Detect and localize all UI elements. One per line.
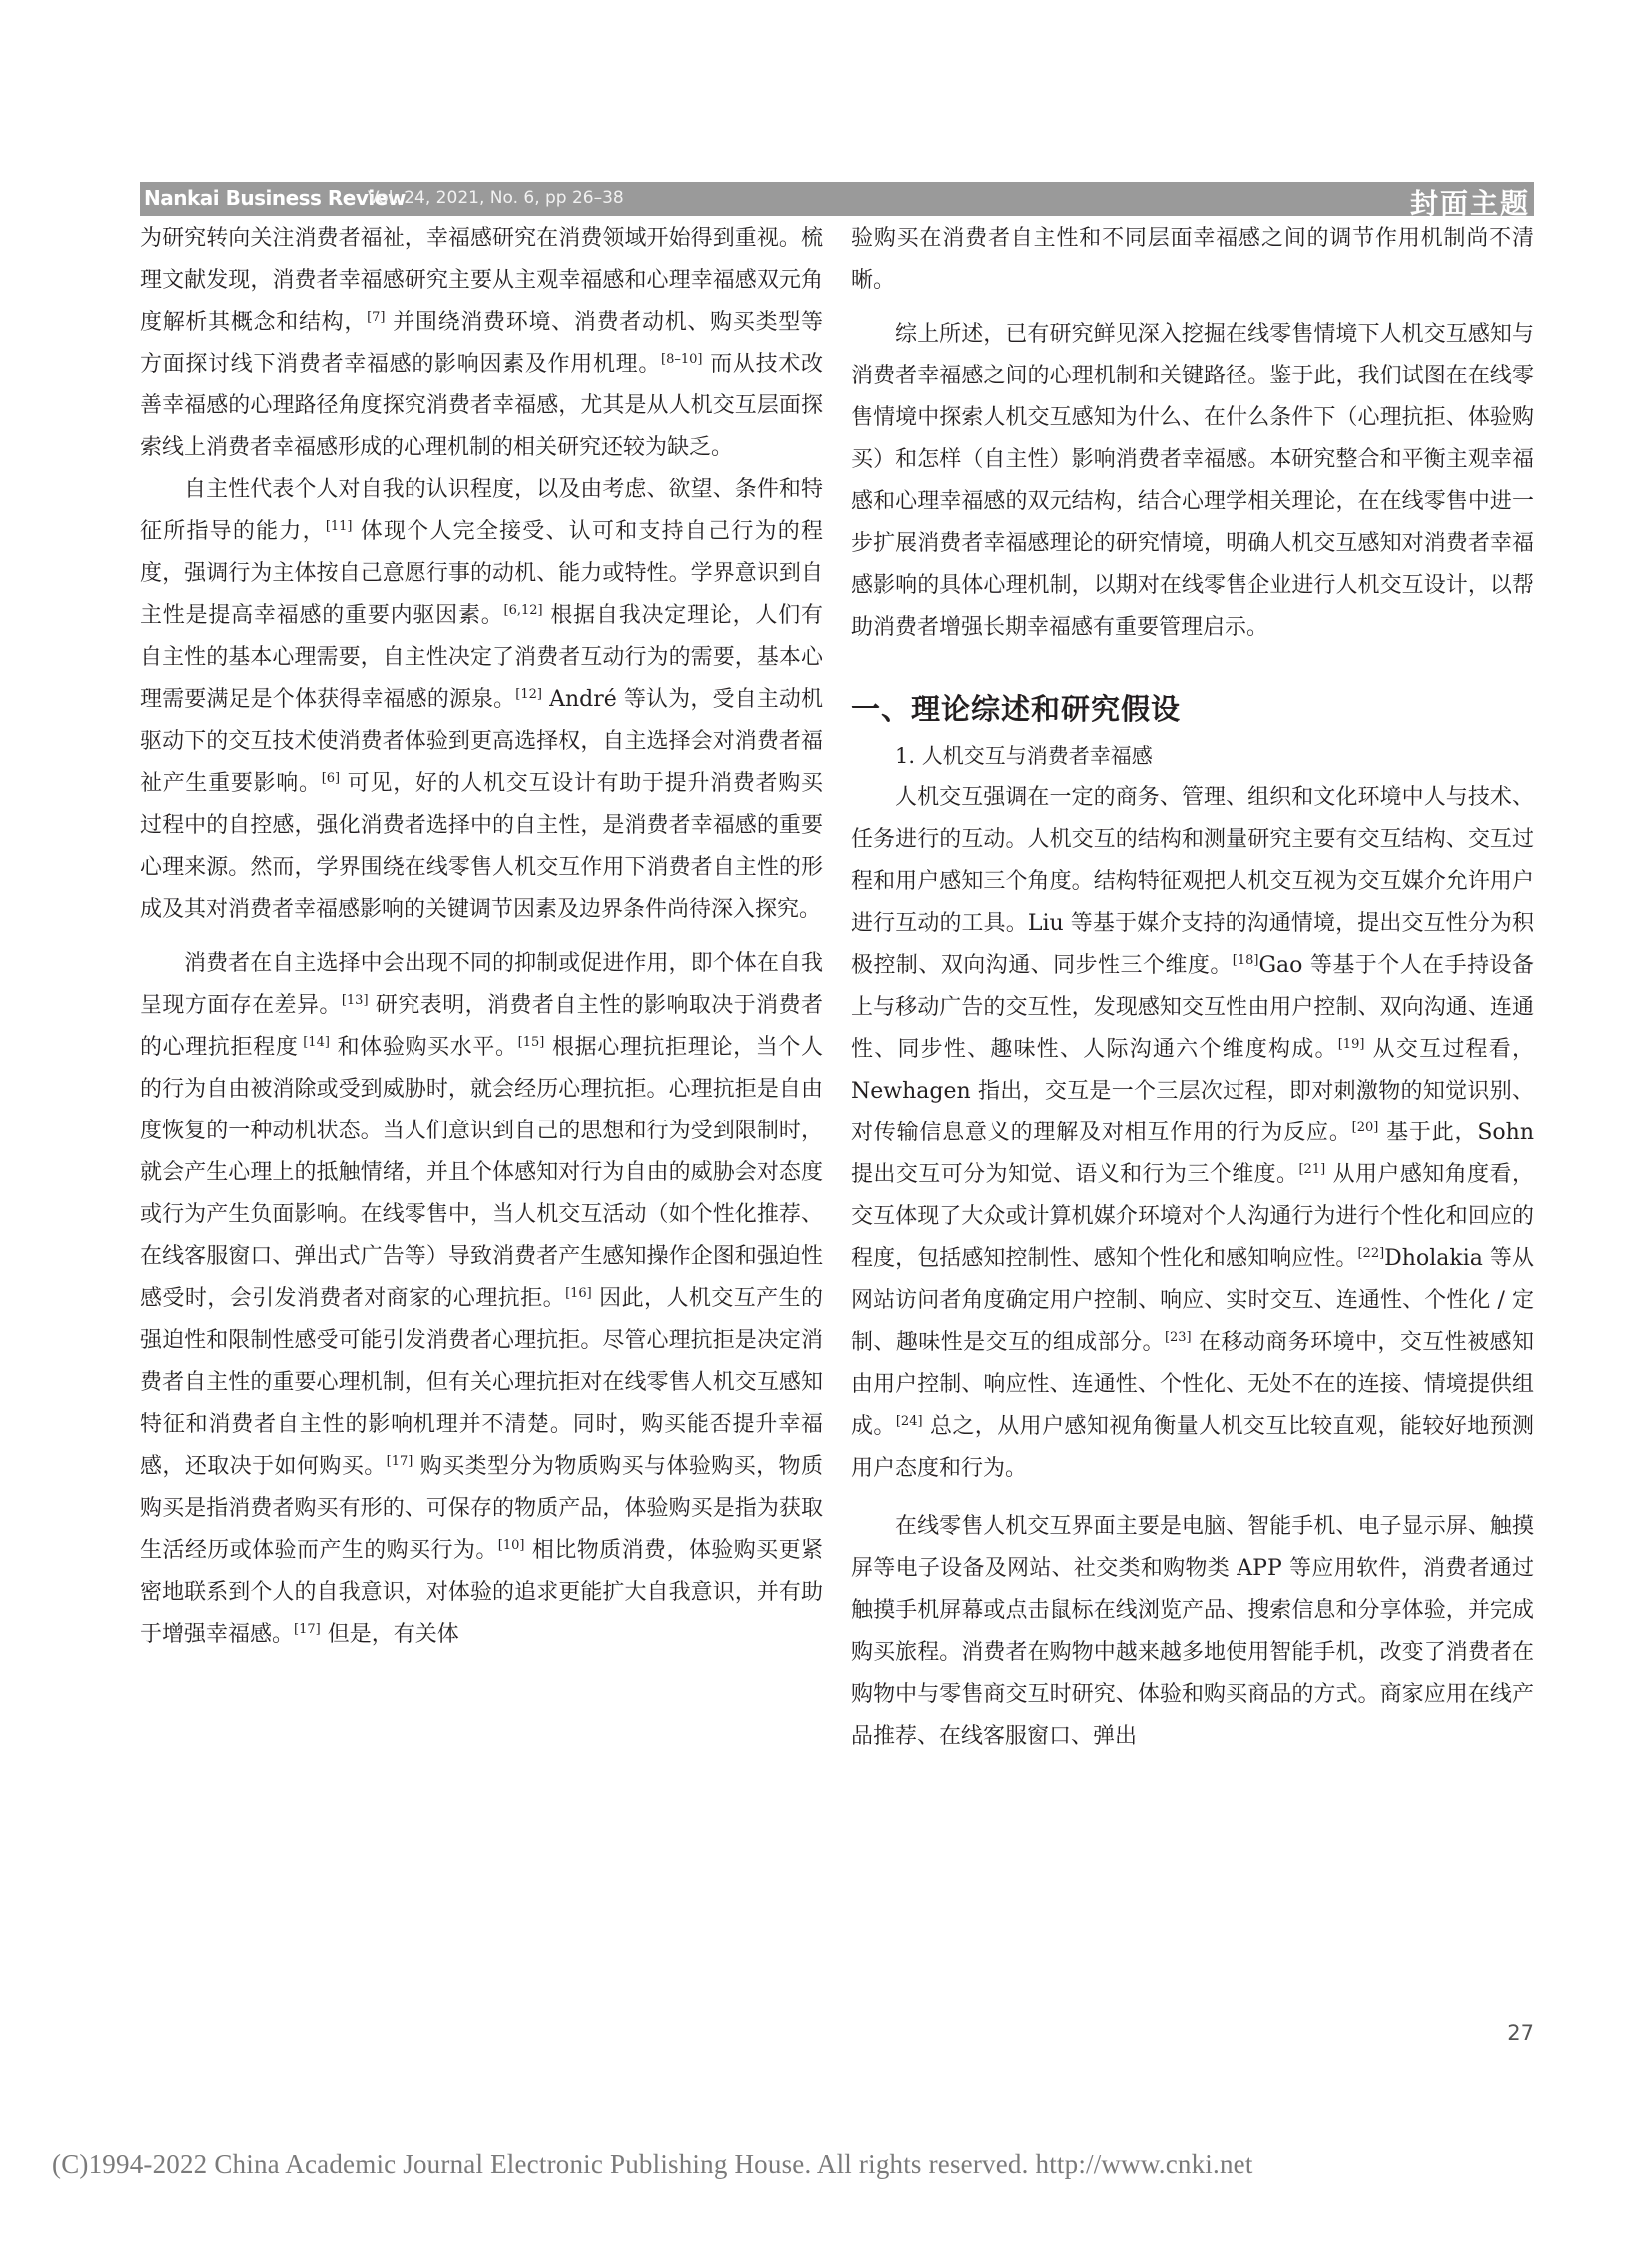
citation-ref: [18] — [1232, 953, 1259, 968]
body-paragraph — [140, 943, 823, 1656]
text-run: 但是，有关体 — [320, 1622, 459, 1647]
citation-ref: [14] — [298, 1035, 330, 1050]
page-number: 27 — [1507, 2021, 1534, 2045]
text-run: 在移动商务环境中，交互性被感知由用户控制、响应性、连通性、个性化、无处不在的连接、情境提供组成。 — [851, 1330, 1534, 1439]
body-paragraph — [851, 314, 1534, 649]
citation-ref: [23] — [1164, 1330, 1192, 1345]
text-run: 为研究转向关注消费者福祉，幸福感研究在消费领域开始得到重视。梳理文献发现，消费者幸福感研究主要从主观幸福感和心理幸福感双元角度解析其概念和结构， — [140, 226, 823, 335]
citation-ref: [8–10] — [661, 352, 703, 367]
subsection-heading: 1. 人机交互与消费者幸福感 — [895, 744, 1153, 768]
citation-ref: [7] — [367, 310, 386, 325]
citation-ref: [13] — [341, 993, 369, 1008]
citation-ref: [12] — [515, 687, 542, 702]
text-run: Dholakia 等从网站访问者角度确定用户控制、响应、实时交互、连通性、个性化 / 定制、趣味性是交互的组成部分。 — [851, 1246, 1534, 1355]
citation-ref: [20] — [1351, 1121, 1379, 1135]
citation-ref: [6,12] — [503, 603, 543, 618]
section-title: 封面主题 — [1409, 187, 1530, 216]
journal-name: Nankai Business Review — [144, 186, 406, 210]
citation-ref: [17] — [294, 1622, 321, 1637]
volume-info: Vol. 24, 2021, No. 6, pp 26–38 — [368, 188, 624, 208]
citation-ref: [6] — [321, 771, 341, 786]
text-run: 基于此，Sohn 提出交互可分为知觉、语义和行为三个维度。 — [851, 1121, 1534, 1187]
text-run: 消费者在自主选择中会出现不同的抑制或促进作用，即个体在自我呈现方面存在差异。 — [140, 951, 823, 1018]
text-run: 综上所述，已有研究鲜见深入挖掘在线零售情境下人机交互感知与消费者幸福感之间的心理机制和关键路径。鉴于此，我们试图在在线零售情境中探索人机交互感知为什么、在什么条件下（心理抗拒、体验购买）和怎样（自主性）影响消费者幸福感。本研究整合和平衡主观幸福感和心理幸福感的双元结构，结合心理学相关理论，在在线零售中进一步扩展消费者幸福感理论的研究情境，明确人机交互感知对消费者幸福感影响的具体心理机制，以期对在线零售企业进行人机交互设计，以帮助消费者增强长期幸福感有重要管理启示。 — [851, 322, 1534, 640]
text-run: Gao 等基于个人在手持设备上与移动广告的交互性，发现感知交互性由用户控制、双向沟通、连通性、同步性、趣味性、人际沟通六个维度构成。 — [851, 953, 1534, 1062]
body-paragraph — [851, 218, 1534, 302]
text-run: 人机交互强调在一定的商务、管理、组织和文化环境中人与技术、任务进行的互动。人机交互的结构和测量研究主要有交互结构、交互过程和用户感知三个角度。结构特征观把人机交互视为交互媒介允许用户进行互动的工具。Liu 等基于媒介支持的沟通情境，提出交互性分为积极控制、双向沟通、同步性三个维度。 — [851, 785, 1534, 978]
body-paragraph — [140, 469, 823, 931]
text-run: 根据自我决定理论，人们有自主性的基本心理需要，自主性决定了消费者互动行为的需要，基本心理需要满足是个体获得幸福感的源泉。 — [140, 603, 823, 712]
section-heading: 一、理论综述和研究假设 — [851, 692, 1182, 726]
citation-ref: [11] — [325, 519, 353, 534]
right-column — [851, 218, 1534, 1758]
text-run: 总之，从用户感知视角衡量人机交互比较直观，能较好地预测用户态度和行为。 — [851, 1414, 1534, 1481]
text-run: 并围绕消费环境、消费者动机、购买类型等方面探讨线下消费者幸福感的影响因素及作用机理。 — [140, 310, 823, 376]
citation-ref: [24] — [895, 1414, 923, 1429]
text-run: 和体验购买水平。 — [329, 1035, 518, 1060]
citation-ref: [21] — [1298, 1162, 1326, 1177]
text-run: 研究表明，消费者自主性的影响取决于消费者的心理抗拒程度 — [140, 993, 823, 1060]
text-run: 购买类型分为物质购买与体验购买，物质购买是指消费者购买有形的、可保存的物质产品，体验购买是指为获取生活经历或体验而产生的购买行为。 — [140, 1454, 823, 1563]
text-run: 从交互过程看，Newhagen 指出，交互是一个三层次过程，即对刺激物的知觉识别、对传输信息意义的理解及对相互作用的行为反应。 — [851, 1037, 1534, 1145]
citation-ref: [16] — [565, 1286, 592, 1301]
citation-ref: [15] — [517, 1035, 545, 1050]
body-paragraph — [851, 1506, 1534, 1758]
copyright-footer: (C)1994-2022 China Academic Journal Electronic Publishing House. All rights reserved. http://www.cnki.net — [52, 2149, 1253, 2179]
text-run: 可见，好的人机交互设计有助于提升消费者购买过程中的自控感，强化消费者选择中的自主性，是消费者幸福感的重要心理来源。然而，学界围绕在线零售人机交互作用下消费者自主性的形成及其对消费者幸福感影响的关键调节因素及边界条件尚待深入探究。 — [140, 771, 823, 922]
text-run: 而从技术改善幸福感的心理路径角度探究消费者幸福感，尤其是从人机交互层面探索线上消费者幸福感形成的心理机制的相关研究还较为缺乏。 — [140, 352, 823, 460]
text-run: 体现个人完全接受、认可和支持自己行为的程度，强调行为主体按自己意愿行事的动机、能力或特性。学界意识到自主性是提高幸福感的重要内驱因素。 — [140, 519, 823, 628]
text-run: 验购买在消费者自主性和不同层面幸福感之间的调节作用机制尚不清晰。 — [851, 226, 1534, 293]
body-paragraph — [140, 218, 823, 469]
body-paragraph — [851, 777, 1534, 1490]
citation-ref: [19] — [1337, 1037, 1365, 1052]
text-run: 因此，人机交互产生的强迫性和限制性感受可能引发消费者心理抗拒。尽管心理抗拒是决定消费者自主性的重要心理机制，但有关心理抗拒对在线零售人机交互感知特征和消费者自主性的影响机理并不清楚。同时，购买能否提升幸福感，还取决于如何购买。 — [140, 1286, 823, 1479]
left-column — [140, 218, 823, 1656]
running-header — [140, 182, 1534, 216]
text-run: 从用户感知角度看，交互体现了大众或计算机媒介环境对个人沟通行为进行个性化和回应的程度，包括感知控制性、感知个性化和感知响应性。 — [851, 1162, 1534, 1271]
text-run: 自主性代表个人对自我的认识程度，以及由考虑、欲望、条件和特征所指导的能力， — [140, 477, 823, 544]
text-run: 根据心理抗拒理论，当个人的行为自由被消除或受到威胁时，就会经历心理抗拒。心理抗拒是自由度恢复的一种动机状态。当人们意识到自己的思想和行为受到限制时，就会产生心理上的抵触情绪，并且个体感知对行为自由的威胁会对态度或行为产生负面影响。在线零售中，当人机交互活动（如个性化推荐、在线客服窗口、弹出式广告等）导致消费者产生感知操作企图和强迫性感受时，会引发消费者对商家的心理抗拒。 — [140, 1035, 823, 1311]
text-run: André 等认为，受自主动机驱动下的交互技术使消费者体验到更高选择权，自主选择会对消费者福祉产生重要影响。 — [140, 687, 823, 796]
text-run: 相比物质消费，体验购买更紧密地联系到个人的自我意识，对体验的追求更能扩大自我意识，并有助于增强幸福感。 — [140, 1538, 823, 1647]
citation-ref: [10] — [497, 1538, 525, 1553]
citation-ref: [22] — [1357, 1246, 1385, 1261]
citation-ref: [17] — [386, 1454, 413, 1469]
text-run: 在线零售人机交互界面主要是电脑、智能手机、电子显示屏、触摸屏等电子设备及网站、社交类和购物类 APP 等应用软件，消费者通过触摸手机屏幕或点击鼠标在线浏览产品、搜索信息和分享体验，并完成购买旅程。消费者在购物中越来越多地使用智能手机，改变了消费者在购物中与零售商交互时研究、体验和购买商品的方式。商家应用在线产品推荐、在线客服窗口、弹出 — [851, 1514, 1534, 1749]
